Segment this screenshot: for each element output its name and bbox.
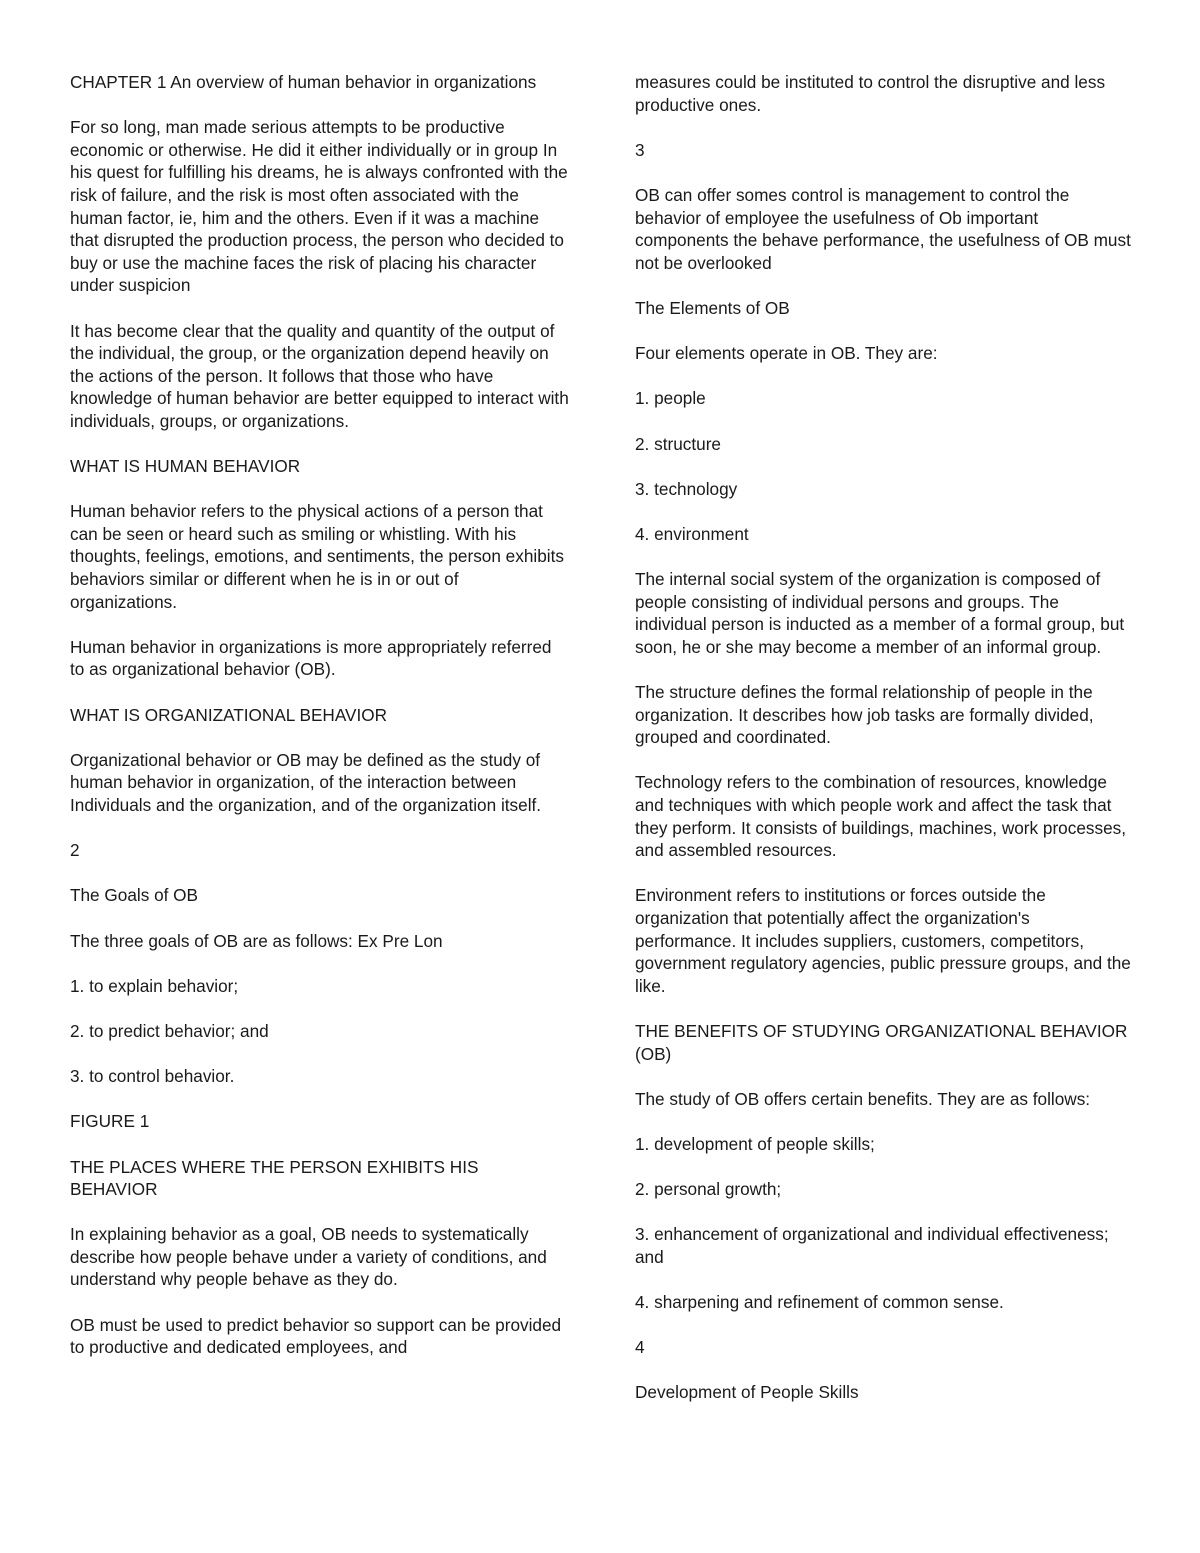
- figure-label: FIGURE 1: [70, 1111, 150, 1132]
- list-item: 3. to control behavior.: [70, 1066, 235, 1087]
- list-item: 2. to predict behavior; and: [70, 1020, 269, 1041]
- right-column: [635, 71, 1135, 1427]
- list-item: 1. to explain behavior;: [70, 975, 239, 996]
- list-item: 1. people: [635, 388, 706, 409]
- heading-elements: The Elements of OB: [635, 297, 790, 318]
- paragraph-quality: It has become clear that the quality and quantity of the output of the individual, the group, or the organization depend heavily on the actions of the person. It follows that those who have knowledge of human behavior are better equipped to interact with individuals, groups, or organizations.: [70, 320, 569, 431]
- paragraph-control: OB can offer somes control is management to control the behavior of employee the usefulness of Ob important components the behave performance, the usefulness of OB must not be overlooked: [635, 184, 1131, 273]
- paragraph-benefits-intro: The study of OB offers certain benefits. They are as follows:: [635, 1088, 1091, 1109]
- paragraph-people: The internal social system of the organization is composed of people consisting of individual persons and groups. The individual person is inducted as a member of a formal group, but soon, he or she may become a member of an informal group.: [635, 569, 1125, 657]
- paragraph-elements-intro: Four elements operate in OB. They are:: [635, 343, 938, 364]
- list-item: 4. sharpening and refinement of common sense.: [635, 1292, 1004, 1313]
- page-number: 4: [635, 1337, 645, 1358]
- paragraph-intro: For so long, man made serious attempts to be productive economic or otherwise. He did it either individually or in group In his quest for fulfilling his dreams, he is always confronted with the risk of failure, and the risk is most often associated with the human factor, ie, him and the others. Even if it was a machine that disrupted the production process, the person who decided to buy or use the machine faces the risk of placing his character under suspicion: [70, 117, 568, 296]
- paragraph-technology: Technology refers to the combination of resources, knowledge and techniques with which people work and affect the task that they perform. It consists of buildings, machines, work processes, and assembled resources.: [635, 772, 1127, 861]
- paragraph-structure: The structure defines the formal relationship of people in the organization. It describes how job tasks are formally divided, grouped and coordinated.: [635, 682, 1094, 748]
- paragraph-ob-definition: Organizational behavior or OB may be defined as the study of human behavior in organization, of the interaction between Individuals and the organization, and of the organization itself.: [70, 749, 542, 815]
- paragraph-goals-intro: The three goals of OB are as follows: Ex Pre Lon: [70, 930, 443, 951]
- paragraph-continued: measures could be instituted to control the disruptive and less productive ones.: [635, 72, 1106, 115]
- list-item: 2. personal growth;: [635, 1179, 782, 1200]
- list-item: 4. environment: [635, 523, 749, 544]
- list-item: 2. structure: [635, 433, 721, 454]
- page-number: 3: [635, 139, 645, 160]
- list-item: 3. technology: [635, 478, 738, 499]
- list-item: 1. development of people skills;: [635, 1133, 875, 1154]
- left-column: [70, 71, 570, 1381]
- page-number: 2: [70, 840, 80, 861]
- chapter-title: CHAPTER 1 An overview of human behavior in organizations: [70, 72, 537, 92]
- paragraph-explain: In explaining behavior as a goal, OB needs to systematically describe how people behave under a variety of conditions, and understand why people behave as they do.: [70, 1224, 547, 1290]
- figure-caption: THE PLACES WHERE THE PERSON EXHIBITS HIS BEHAVIOR: [70, 1156, 479, 1200]
- heading-human-behavior: WHAT IS HUMAN BEHAVIOR: [70, 456, 301, 477]
- heading-organizational-behavior: WHAT IS ORGANIZATIONAL BEHAVIOR: [70, 704, 388, 725]
- heading-goals: The Goals of OB: [70, 885, 199, 906]
- paragraph-human-behavior-ob: Human behavior in organizations is more appropriately referred to as organizational behavior (OB).: [70, 636, 552, 680]
- list-item: 3. enhancement of organizational and individual effectiveness; and: [635, 1224, 1109, 1267]
- paragraph-human-behavior-definition: Human behavior refers to the physical actions of a person that can be seen or heard such as smiling or whistling. With his thoughts, feelings, emotions, and sentiments, the person exhibits behaviors similar or different when he is in or out of organizations.: [70, 501, 564, 612]
- paragraph-environment: Environment refers to institutions or forces outside the organization that potentially affect the organization's performance. It includes suppliers, customers, competitors, government regulatory agencies, public pressure groups, and the like.: [635, 885, 1131, 996]
- heading-people-skills: Development of People Skills: [635, 1382, 859, 1403]
- heading-benefits: THE BENEFITS OF STUDYING ORGANIZATIONAL BEHAVIOR (OB): [635, 1020, 1128, 1064]
- paragraph-predict: OB must be used to predict behavior so support can be provided to productive and dedicated employees, and: [70, 1314, 562, 1358]
